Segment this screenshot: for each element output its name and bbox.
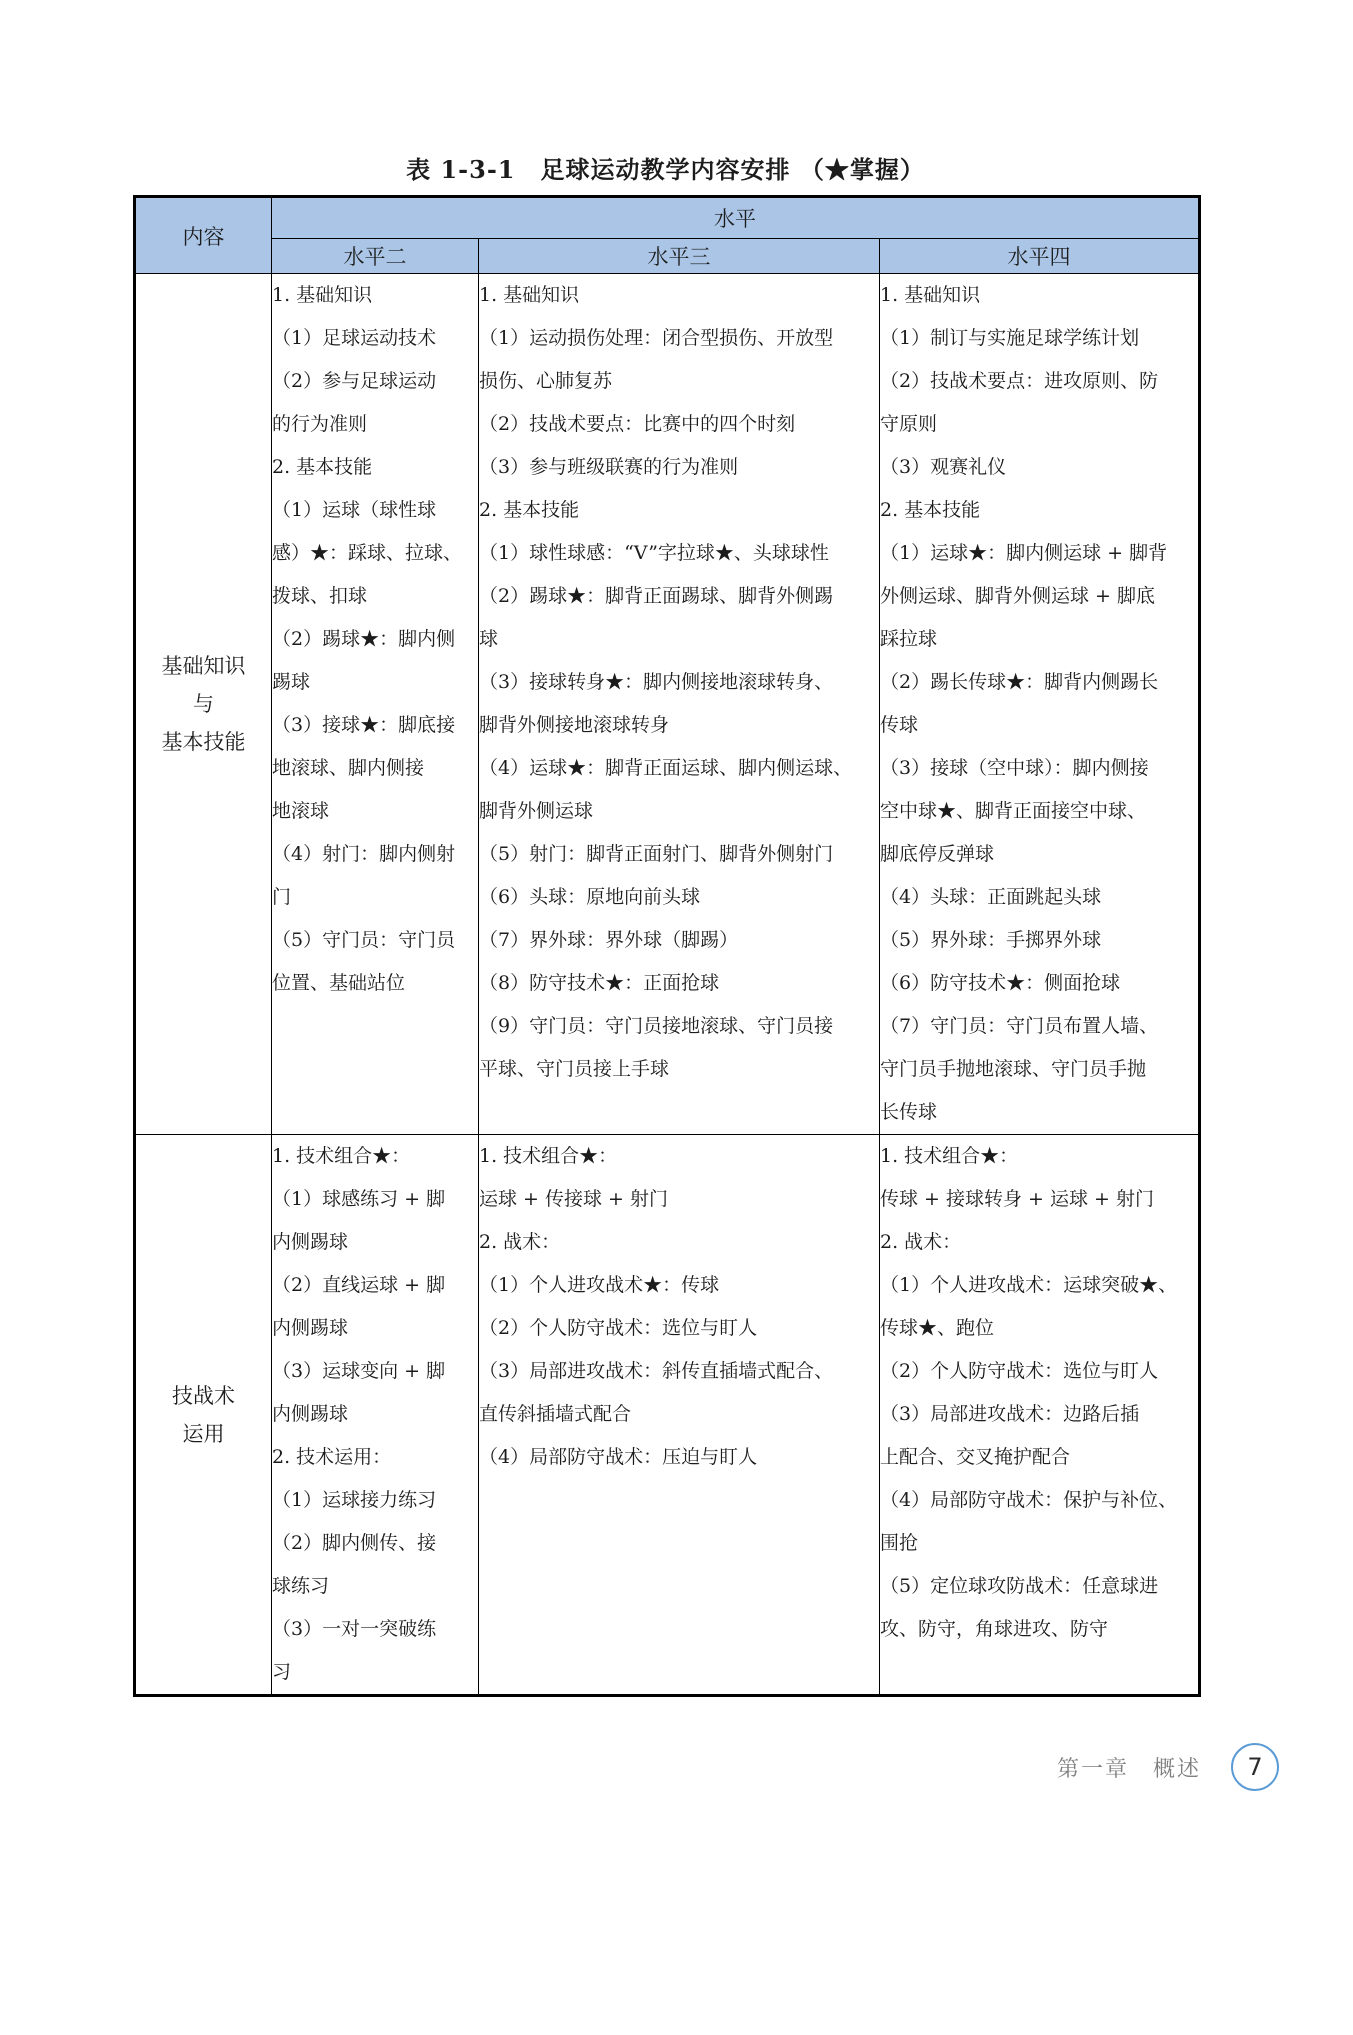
chapter-label: 第一章 概述 [1056,1756,1201,1782]
cell-line: 1. 基础知识 [272,284,373,306]
cell-line: （5）守门员：守门员 [272,929,456,951]
cell-line: 1. 技术组合★： [880,1145,1019,1167]
cell-line: （3）局部进攻战术：斜传直插墙式配合、 [479,1360,834,1382]
page-number-badge: 7 [1231,1743,1279,1791]
cell-line: 位置、基础站位 [272,972,406,994]
cell-line: 感）★：踩球、拉球、 [272,542,463,564]
cell-line: 与 [193,692,214,716]
cell-line: （6）头球：原地向前头球 [479,886,701,908]
cell-line: 空中球★、脚背正面接空中球、 [880,800,1147,822]
cell-line: （5）射门：脚背正面射门、脚背外侧射门 [479,843,834,865]
level-cell [272,1135,479,1696]
cell-line: 内侧踢球 [272,1317,349,1339]
cell-line: 运球 + 传接球 + 射门 [479,1188,668,1210]
level-cell [479,274,880,1135]
header-row-top [135,197,1200,239]
cell-line: （1）足球运动技术 [272,327,437,349]
cell-line: （2）个人防守战术：选位与盯人 [479,1317,758,1339]
cell-line: 平球、守门员接上手球 [479,1058,670,1080]
cell-line: （1）制订与实施足球学练计划 [880,327,1140,349]
cell-line: 守门员手抛地滚球、守门员手抛 [880,1058,1147,1080]
cell-line: 技战术 [172,1383,235,1408]
cell-line: 基本技能 [161,730,246,754]
category-cell [135,1135,272,1696]
cell-line: （3）参与班级联赛的行为准则 [479,456,739,478]
cell-line: 门 [272,886,292,908]
cell-line: （3）接球★：脚底接 [272,714,456,736]
cell-line: 传球 + 接球转身 + 运球 + 射门 [880,1188,1154,1210]
cell-line: （2）脚内侧传、接 [272,1532,437,1554]
cell-line: （1）运球（球性球 [272,499,437,521]
cell-line: 内侧踢球 [272,1403,349,1425]
cell-line: 2. 基本技能 [272,456,373,478]
cell-line: （2）踢长传球★：脚背内侧踢长 [880,671,1159,693]
cell-line: 球 [479,628,499,650]
level-cell [272,274,479,1135]
table-caption: 表 1-3-1 足球运动教学内容安排 （★掌握） [406,155,925,184]
cell-line: 内侧踢球 [272,1231,349,1253]
cell-line: （9）守门员：守门员接地滚球、守门员接 [479,1015,834,1037]
cell-line: 2. 战术： [479,1231,561,1253]
cell-line: 踢球 [272,671,311,693]
cell-line: 地滚球 [272,800,330,822]
cell-line: （6）防守技术★：侧面抢球 [880,972,1121,994]
cell-line: （1）个人进攻战术★：传球 [479,1274,720,1296]
cell-line: 脚底停反弹球 [880,843,995,865]
cell-line: 踩拉球 [880,628,938,650]
cell-line: 基础知识 [161,654,246,678]
cell-line: 的行为准则 [272,413,368,435]
cell-line: 脚背外侧接地滚球转身 [479,714,670,736]
cell-line: （2）直线运球 + 脚 [272,1274,446,1296]
table-body [135,274,1200,1696]
cell-line: （2）参与足球运动 [272,370,437,392]
table-row [135,1135,1200,1696]
cell-line: 外侧运球、脚背外侧运球 + 脚底 [880,585,1155,607]
cell-line: （2）技战术要点：进攻原则、防 [880,370,1159,392]
cell-line: 围抢 [880,1532,919,1554]
cell-line: 脚背外侧运球 [479,800,594,822]
cell-line: （4）头球：正面跳起头球 [880,886,1102,908]
cell-line: 1. 基础知识 [479,284,580,306]
teaching-content-table [133,195,1201,1697]
cell-line: 球练习 [272,1575,330,1597]
cell-line: 运用 [182,1421,225,1446]
header-level: 水平 [272,197,1200,239]
cell-line: （1）运动损伤处理：闭合型损伤、开放型 [479,327,834,349]
cell-line: 拨球、扣球 [272,585,368,607]
cell-line: （4）局部防守战术：保护与补位、 [880,1489,1178,1511]
cell-line: 守原则 [880,413,938,435]
cell-line: 2. 基本技能 [880,499,981,521]
cell-line: 传球 [880,714,919,736]
cell-line: （3）局部进攻战术：边路后插 [880,1403,1140,1425]
page-footer [0,1743,1353,1791]
cell-line: （3）接球（空中球）：脚内侧接 [880,757,1149,779]
cell-line: 直传斜插墙式配合 [479,1403,632,1425]
cell-line: （2）踢球★：脚背正面踢球、脚背外侧踢 [479,585,834,607]
cell-line: （4）射门：脚内侧射 [272,843,456,865]
cell-line: （4）运球★：脚背正面运球、脚内侧运球、 [479,757,853,779]
cell-line: 地滚球、脚内侧接 [272,757,425,779]
level-cell [880,274,1200,1135]
cell-line: （1）球感练习 + 脚 [272,1188,446,1210]
cell-line: 传球★、跑位 [880,1317,995,1339]
cell-line: （1）个人进攻战术：运球突破★、 [880,1274,1178,1296]
cell-line: （1）运球★：脚内侧运球 + 脚背 [880,542,1168,564]
level-cell [479,1135,880,1696]
category-cell [135,274,272,1135]
cell-line: （1）球性球感：“V”字拉球★、头球球性 [479,542,829,564]
header-level-4: 水平四 [880,239,1200,274]
cell-line: （3）观赛礼仪 [880,456,1007,478]
cell-line: （3）接球转身★：脚内侧接地滚球转身、 [479,671,834,693]
cell-line: 2. 战术： [880,1231,962,1253]
level-cell [880,1135,1200,1696]
table-row [135,274,1200,1135]
header-level-2: 水平二 [272,239,479,274]
cell-line: （5）定位球攻防战术：任意球进 [880,1575,1159,1597]
cell-line: 长传球 [880,1101,938,1123]
cell-line: 损伤、心肺复苏 [479,370,613,392]
cell-line: （1）运球接力练习 [272,1489,437,1511]
cell-line: （7）界外球：界外球（脚踢） [479,929,739,951]
cell-line: （8）防守技术★：正面抢球 [479,972,720,994]
cell-line: （2）技战术要点：比赛中的四个时刻 [479,413,796,435]
cell-line: 2. 基本技能 [479,499,580,521]
cell-line: 攻、防守，角球进攻、防守 [880,1618,1109,1640]
cell-line: 1. 技术组合★： [272,1145,411,1167]
cell-line: 习 [272,1661,292,1683]
header-content: 内容 [135,197,272,274]
cell-line: （2）踢球★：脚内侧 [272,628,456,650]
cell-line: （7）守门员：守门员布置人墙、 [880,1015,1159,1037]
cell-line: （3）运球变向 + 脚 [272,1360,446,1382]
header-row-sub [135,239,1200,274]
cell-line: （2）个人防守战术：选位与盯人 [880,1360,1159,1382]
header-level-3: 水平三 [479,239,880,274]
cell-line: 上配合、交叉掩护配合 [880,1446,1071,1468]
cell-line: 1. 基础知识 [880,284,981,306]
cell-line: （5）界外球：手掷界外球 [880,929,1102,951]
cell-line: （4）局部防守战术：压迫与盯人 [479,1446,758,1468]
cell-line: 1. 技术组合★： [479,1145,618,1167]
cell-line: 2. 技术运用： [272,1446,392,1468]
cell-line: （3）一对一突破练 [272,1618,437,1640]
